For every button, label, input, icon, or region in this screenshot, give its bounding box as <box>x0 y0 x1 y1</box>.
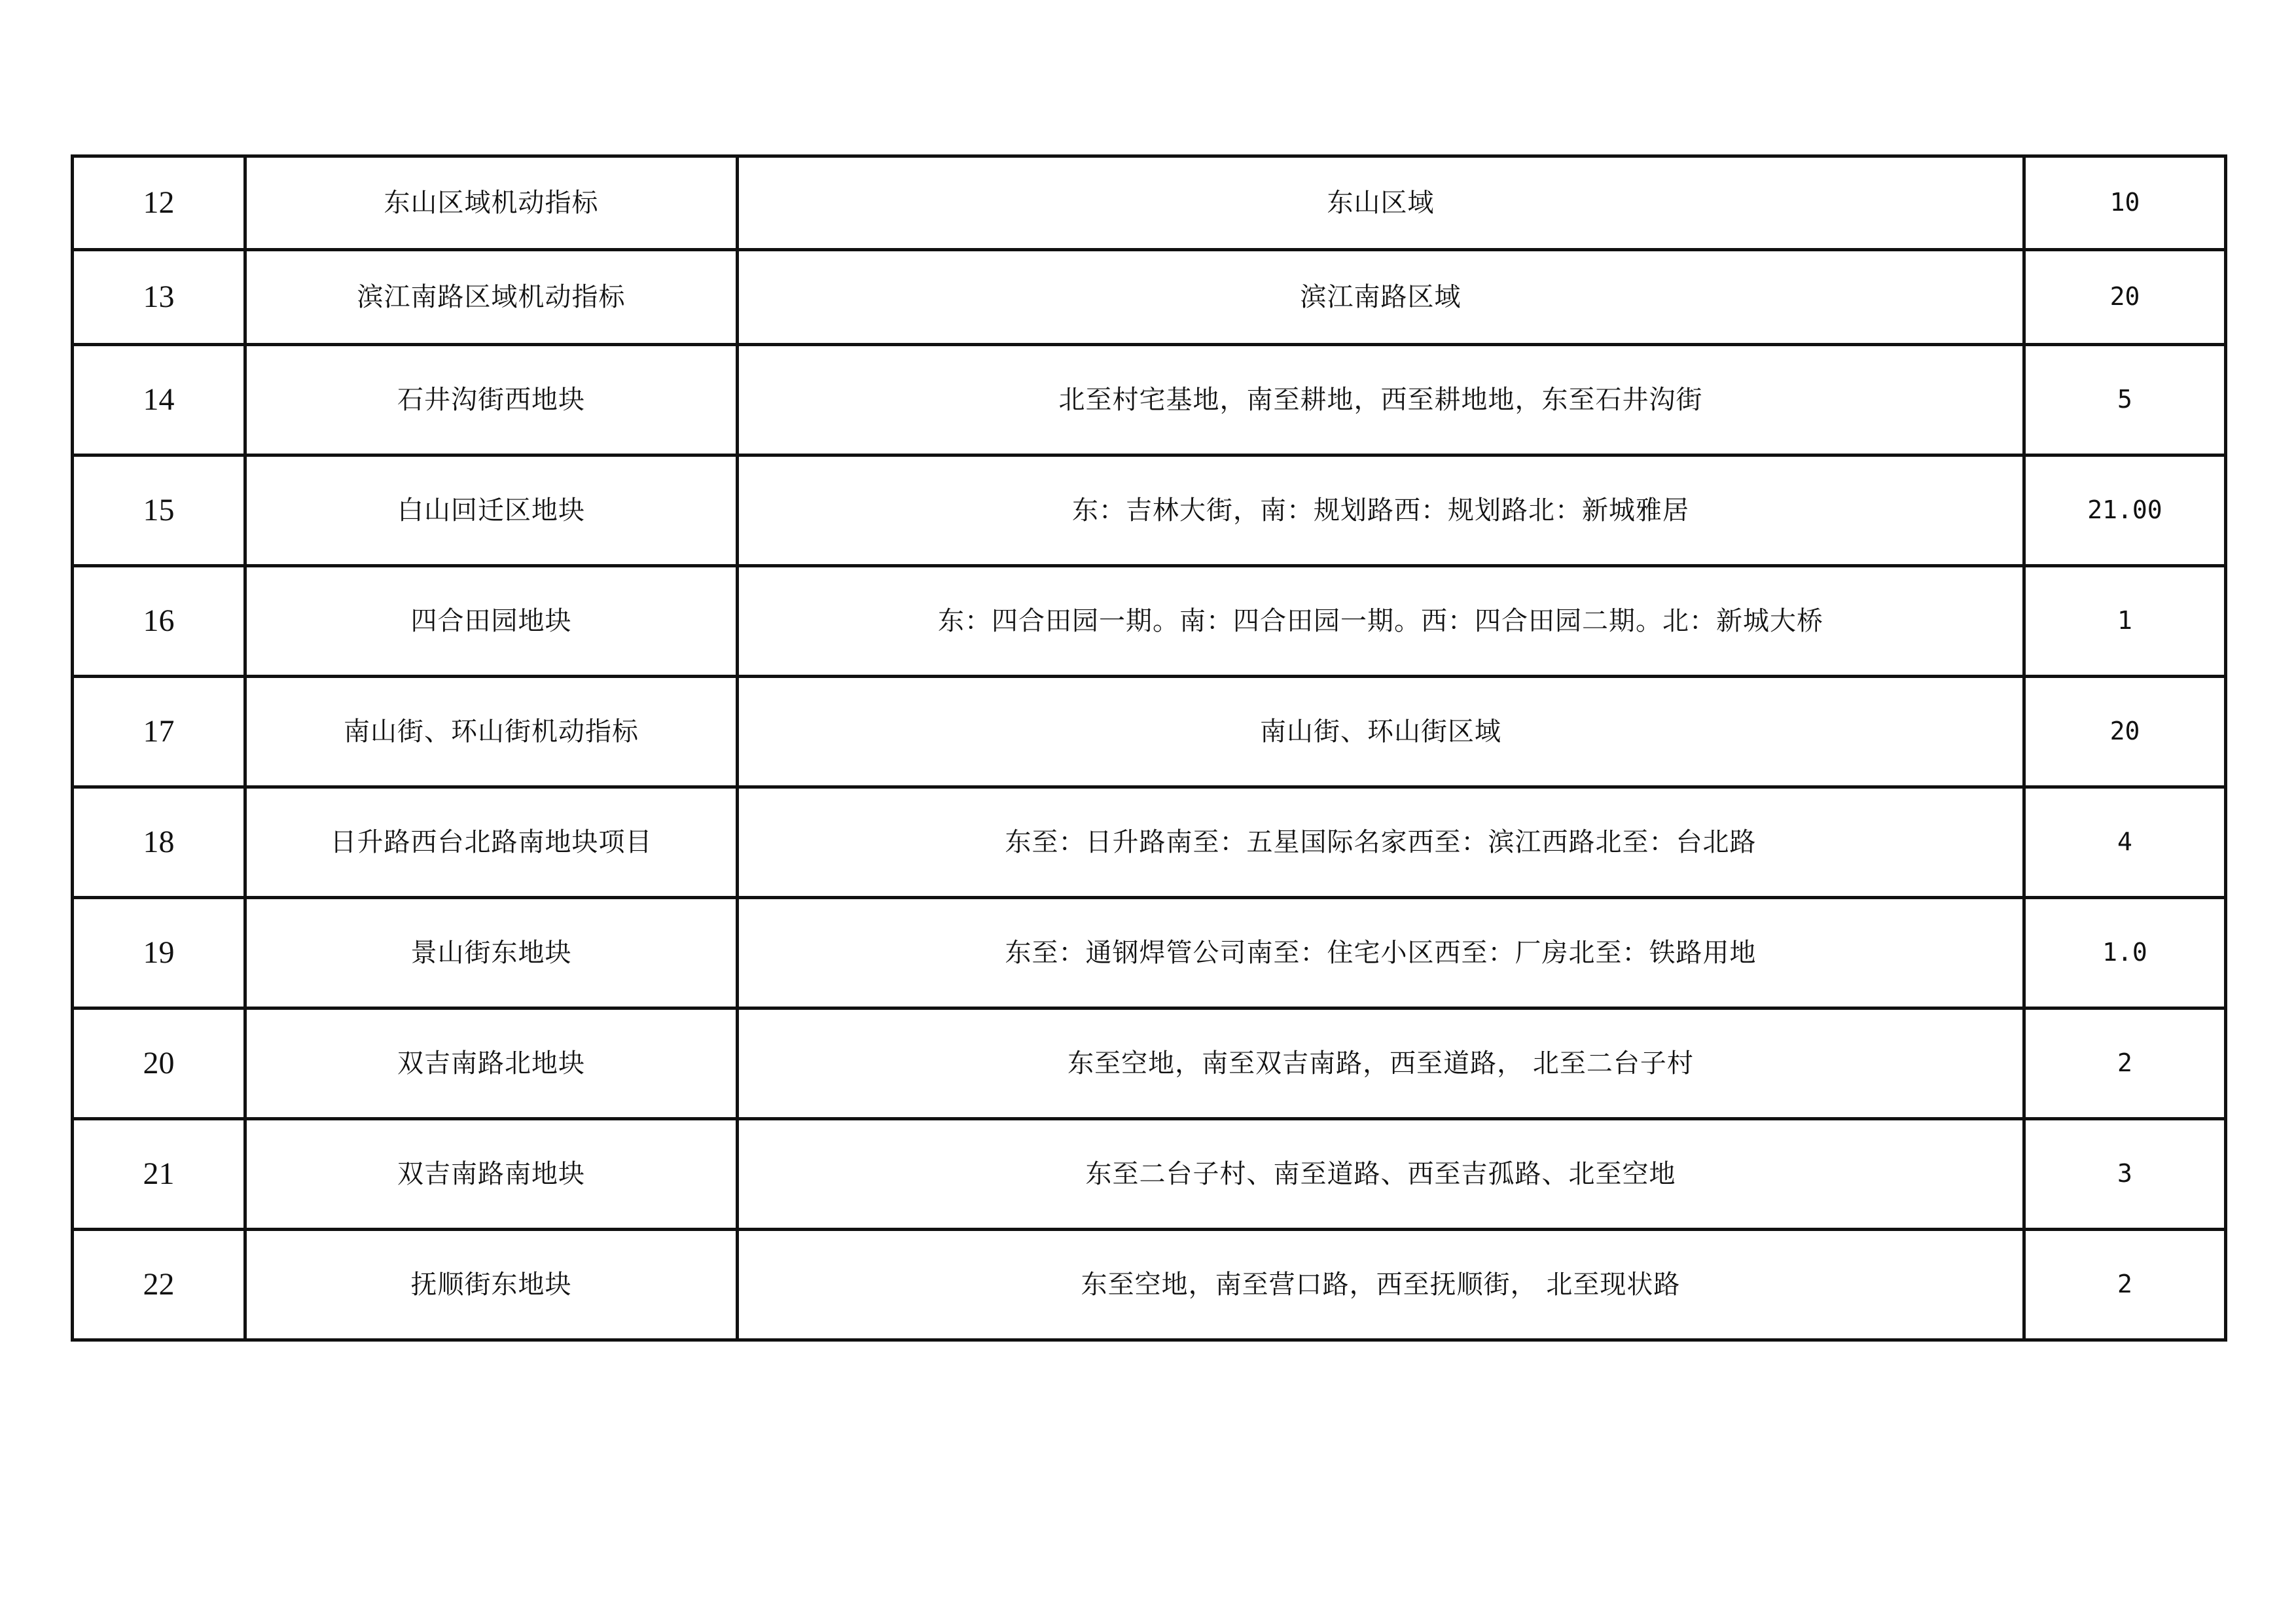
table-row <box>73 898 2226 1008</box>
parcel-boundary-cell: 东至二台子村、南至道路、西至吉孤路、北至空地 <box>738 1119 2024 1230</box>
parcel-area-cell: 5 <box>2024 345 2226 455</box>
parcel-name-cell: 东山区域机动指标 <box>245 156 738 250</box>
row-number-cell: 18 <box>73 787 245 898</box>
parcel-area-cell: 2 <box>2024 1008 2226 1119</box>
table-row <box>73 1008 2226 1119</box>
table-row <box>73 1119 2226 1230</box>
parcel-name-cell: 四合田园地块 <box>245 566 738 677</box>
table-row <box>73 455 2226 566</box>
land-parcel-table <box>71 154 2227 1342</box>
row-number-cell: 12 <box>73 156 245 250</box>
table-row <box>73 677 2226 787</box>
row-number-cell: 13 <box>73 250 245 345</box>
parcel-boundary-cell: 东至：通钢焊管公司南至：住宅小区西至：厂房北至：铁路用地 <box>738 898 2024 1008</box>
table-row <box>73 1230 2226 1340</box>
table-row <box>73 345 2226 455</box>
parcel-name-cell: 双吉南路北地块 <box>245 1008 738 1119</box>
parcel-boundary-cell: 东至：日升路南至：五星国际名家西至：滨江西路北至：台北路 <box>738 787 2024 898</box>
parcel-boundary-cell: 东至空地，南至双吉南路，西至道路， 北至二台子村 <box>738 1008 2024 1119</box>
row-number-cell: 20 <box>73 1008 245 1119</box>
parcel-area-cell: 10 <box>2024 156 2226 250</box>
parcel-boundary-cell: 南山街、环山街区域 <box>738 677 2024 787</box>
table-row <box>73 787 2226 898</box>
table-row <box>73 156 2226 250</box>
row-number-cell: 16 <box>73 566 245 677</box>
parcel-name-cell: 景山街东地块 <box>245 898 738 1008</box>
row-number-cell: 22 <box>73 1230 245 1340</box>
parcel-boundary-cell: 东：吉林大街，南：规划路西：规划路北：新城雅居 <box>738 455 2024 566</box>
row-number-cell: 19 <box>73 898 245 1008</box>
row-number-cell: 15 <box>73 455 245 566</box>
parcel-name-cell: 白山回迁区地块 <box>245 455 738 566</box>
parcel-area-cell: 21.00 <box>2024 455 2226 566</box>
parcel-boundary-cell: 东至空地，南至营口路，西至抚顺街， 北至现状路 <box>738 1230 2024 1340</box>
parcel-area-cell: 1.0 <box>2024 898 2226 1008</box>
parcel-area-cell: 2 <box>2024 1230 2226 1340</box>
parcel-boundary-cell: 滨江南路区域 <box>738 250 2024 345</box>
row-number-cell: 17 <box>73 677 245 787</box>
parcel-name-cell: 双吉南路南地块 <box>245 1119 738 1230</box>
table-row <box>73 566 2226 677</box>
table-row <box>73 250 2226 345</box>
row-number-cell: 21 <box>73 1119 245 1230</box>
parcel-area-cell: 20 <box>2024 250 2226 345</box>
parcel-area-cell: 20 <box>2024 677 2226 787</box>
parcel-area-cell: 4 <box>2024 787 2226 898</box>
parcel-name-cell: 石井沟街西地块 <box>245 345 738 455</box>
parcel-area-cell: 3 <box>2024 1119 2226 1230</box>
parcel-name-cell: 抚顺街东地块 <box>245 1230 738 1340</box>
parcel-name-cell: 日升路西台北路南地块项目 <box>245 787 738 898</box>
parcel-name-cell: 南山街、环山街机动指标 <box>245 677 738 787</box>
row-number-cell: 14 <box>73 345 245 455</box>
parcel-boundary-cell: 东山区域 <box>738 156 2024 250</box>
parcel-boundary-cell: 北至村宅基地，南至耕地，西至耕地地，东至石井沟街 <box>738 345 2024 455</box>
parcel-name-cell: 滨江南路区域机动指标 <box>245 250 738 345</box>
parcel-boundary-cell: 东：四合田园一期。南：四合田园一期。西：四合田园二期。北：新城大桥 <box>738 566 2024 677</box>
parcel-area-cell: 1 <box>2024 566 2226 677</box>
